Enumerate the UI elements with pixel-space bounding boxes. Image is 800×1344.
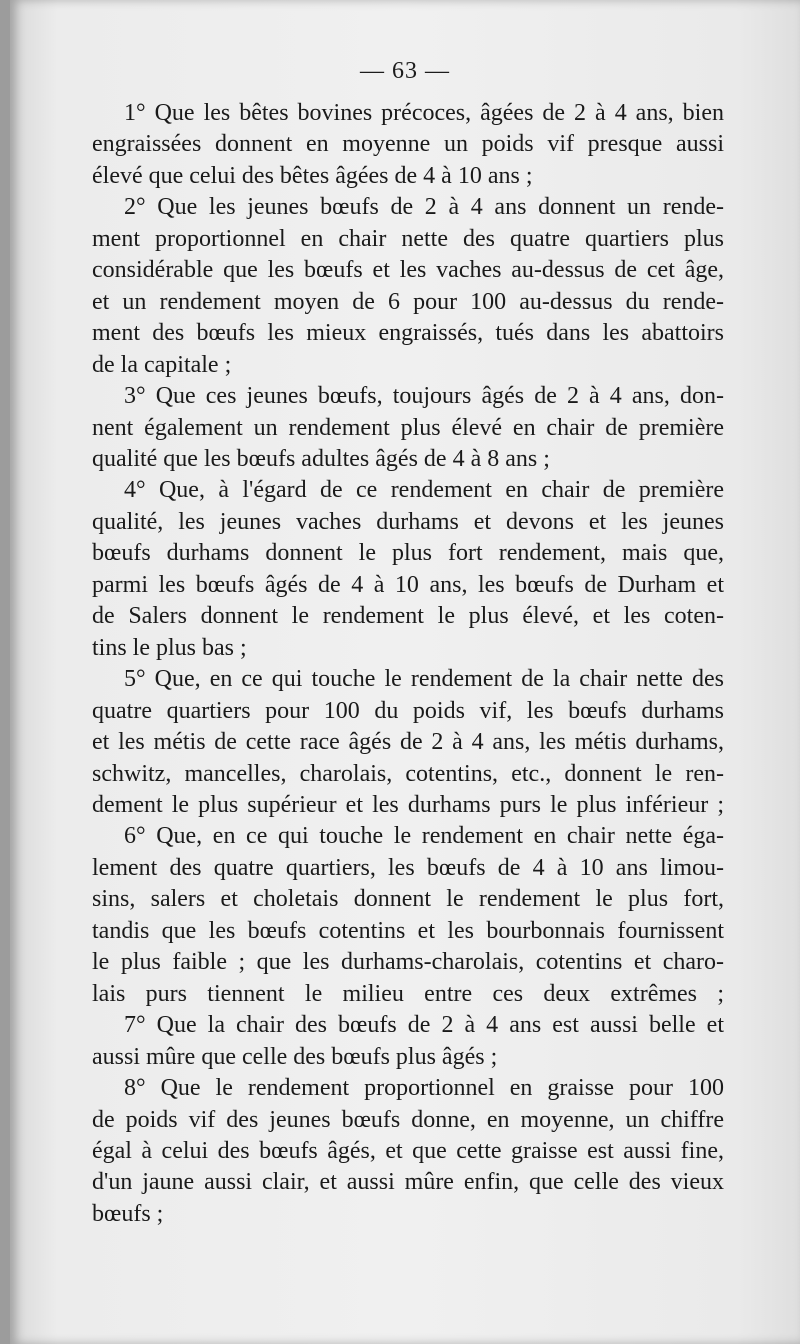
book-page bbox=[10, 0, 800, 1344]
text-line: d'un jaune aussi clair, et aussi mûre enfin, que celle des vieux bbox=[92, 1169, 724, 1196]
text-line: bœufs ; bbox=[92, 1200, 164, 1227]
text-line: 5° Que, en ce qui touche le rendement de la chair nette des bbox=[124, 666, 724, 693]
text-line: ment des bœufs les mieux engraissés, tués dans les abattoirs bbox=[92, 320, 724, 347]
text-line: sins, salers et choletais donnent le rendement le plus fort, bbox=[92, 886, 724, 913]
text-line: 6° Que, en ce qui touche le rendement en chair nette éga- bbox=[124, 823, 724, 850]
paragraph-8 bbox=[92, 1073, 724, 1230]
text-line: lement des quatre quartiers, les bœufs de 4 à 10 ans limou- bbox=[92, 854, 724, 881]
text-line: tins le plus bas ; bbox=[92, 634, 247, 661]
text-line: 3° Que ces jeunes bœufs, toujours âgés de 2 à 4 ans, don- bbox=[124, 383, 724, 410]
text-line: bœufs durhams donnent le plus fort rendement, mais que, bbox=[92, 540, 724, 567]
text-line: de poids vif des jeunes bœufs donne, en moyenne, un chiffre bbox=[92, 1106, 724, 1133]
text-line: et un rendement moyen de 6 pour 100 au-dessus du rende- bbox=[92, 288, 724, 315]
paragraph-4 bbox=[92, 475, 724, 664]
text-line: 8° Que le rendement proportionnel en graisse pour 100 bbox=[124, 1075, 724, 1102]
text-line: lais purs tiennent le milieu entre ces deux extrêmes ; bbox=[92, 980, 724, 1007]
text-line: engraissées donnent en moyenne un poids vif presque aussi bbox=[92, 131, 724, 158]
text-line: égal à celui des bœufs âgés, et que cette graisse est aussi fine, bbox=[92, 1137, 724, 1164]
text-line: élevé que celui des bêtes âgées de 4 à 10 ans ; bbox=[92, 162, 533, 189]
text-line: tandis que les bœufs cotentins et les bourbonnais fournissent bbox=[92, 917, 724, 944]
paragraph-2 bbox=[92, 192, 724, 381]
paragraph-6 bbox=[92, 821, 724, 1010]
text-line: 1° Que les bêtes bovines précoces, âgées de 2 à 4 ans, bien bbox=[124, 100, 724, 126]
text-line: 7° Que la chair des bœufs de 2 à 4 ans est aussi belle et bbox=[124, 1012, 724, 1039]
text-line: considérable que les bœufs et les vaches au-dessus de cet âge, bbox=[92, 257, 724, 284]
text-line: nent également un rendement plus élevé en chair de première bbox=[92, 414, 724, 441]
text-line: aussi mûre que celle des bœufs plus âgés ; bbox=[92, 1043, 498, 1070]
text-line: schwitz, mancelles, charolais, cotentins, etc., donnent le ren- bbox=[92, 760, 724, 787]
page-number: — 63 — bbox=[360, 58, 450, 84]
text-line: et les métis de cette race âgés de 2 à 4 ans, les métis durhams, bbox=[92, 729, 724, 756]
text-line: 2° Que les jeunes bœufs de 2 à 4 ans donnent un rende- bbox=[124, 194, 724, 221]
text-line: 4° Que, à l'égard de ce rendement en chair de première bbox=[124, 477, 724, 504]
paragraph-3 bbox=[92, 381, 724, 475]
text-line: qualité, les jeunes vaches durhams et devons et les jeunes bbox=[92, 508, 724, 535]
body-text bbox=[92, 98, 724, 1230]
text-line: de Salers donnent le rendement le plus élevé, et les coten- bbox=[92, 603, 724, 630]
paragraph-1 bbox=[92, 98, 724, 192]
text-line: quatre quartiers pour 100 du poids vif, les bœufs durhams bbox=[92, 697, 724, 724]
text-line: le plus faible ; que les durhams-charolais, cotentins et charo- bbox=[92, 949, 724, 976]
text-line: ment proportionnel en chair nette des quatre quartiers plus bbox=[92, 225, 724, 252]
text-line: qualité que les bœufs adultes âgés de 4 à 8 ans ; bbox=[92, 445, 550, 472]
paragraph-7 bbox=[92, 1010, 724, 1073]
text-line: parmi les bœufs âgés de 4 à 10 ans, les bœufs de Durham et bbox=[92, 571, 724, 598]
paragraph-5 bbox=[92, 664, 724, 821]
text-line: dement le plus supérieur et les durhams purs le plus inférieur ; bbox=[92, 791, 724, 818]
text-line: de la capitale ; bbox=[92, 351, 232, 378]
